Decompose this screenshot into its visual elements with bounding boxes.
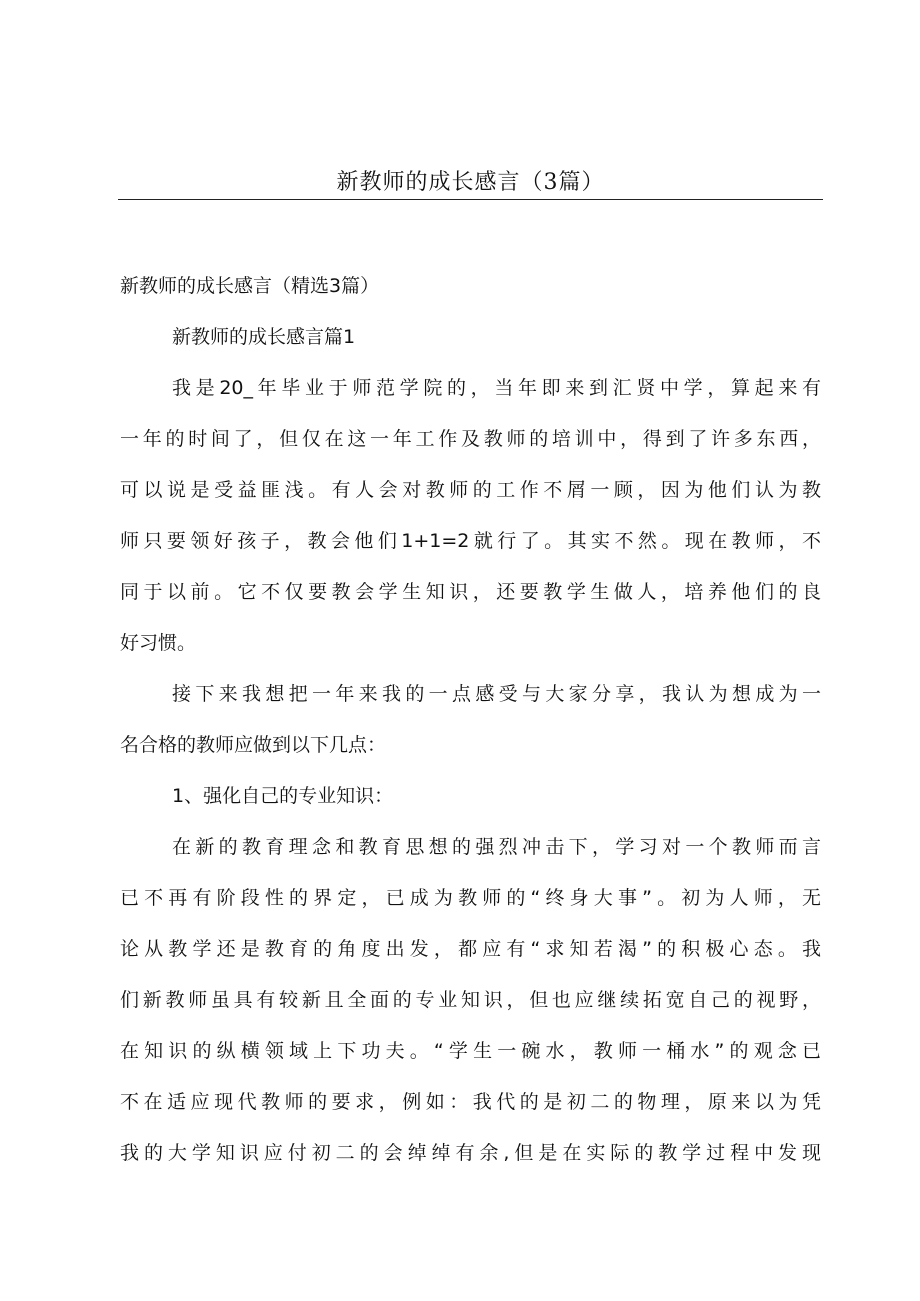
- document-subtitle: 新教师的成长感言（精选3篇）: [120, 275, 380, 297]
- paragraph-line: 论从教学还是教育的角度出发，都应有“求知若渴”的积极心态。我: [120, 938, 821, 960]
- paragraph-line: 们新教师虽具有较新且全面的专业知识，但也应继续拓宽自己的视野，: [120, 989, 821, 1011]
- paragraph-line: 接下来我想把一年来我的一点感受与大家分享，我认为想成为一: [172, 683, 821, 705]
- paragraph-line: 一年的时间了，但仅在这一年工作及教师的培训中，得到了许多东西，: [120, 428, 821, 450]
- paragraph-line: 师只要领好孩子，教会他们1+1=2就行了。其实不然。现在教师，不: [120, 530, 821, 552]
- paragraph-line: 好习惯。: [120, 632, 197, 654]
- section-heading: 新教师的成长感言篇1: [172, 326, 356, 348]
- paragraph-line: 可以说是受益匪浅。有人会对教师的工作不屑一顾，因为他们认为教: [120, 479, 821, 501]
- paragraph-line: 我是20_年毕业于师范学院的，当年即来到汇贤中学，算起来有: [172, 377, 821, 399]
- paragraph-line: 名合格的教师应做到以下几点：: [120, 734, 387, 756]
- paragraph-line: 同于以前。它不仅要教会学生知识，还要教学生做人，培养他们的良: [120, 581, 821, 603]
- paragraph-line: 不在适应现代教师的要求，例如：我代的是初二的物理，原来以为凭: [120, 1091, 821, 1113]
- paragraph-line: 我的大学知识应付初二的会绰绰有余,但是在实际的教学过程中发现: [120, 1142, 821, 1164]
- paragraph-line: 在知识的纵横领域上下功夫。“学生一碗水，教师一桶水”的观念已: [120, 1040, 821, 1062]
- paragraph-line: 已不再有阶段性的界定，已成为教师的“终身大事”。初为人师，无: [120, 887, 821, 909]
- document-title: 新教师的成长感言（3篇）: [336, 170, 605, 195]
- paragraph-line: 在新的教育理念和教育思想的强烈冲击下，学习对一个教师而言: [172, 836, 821, 858]
- list-item-heading: 1、强化自己的专业知识：: [172, 785, 394, 807]
- title-underline: [118, 199, 823, 200]
